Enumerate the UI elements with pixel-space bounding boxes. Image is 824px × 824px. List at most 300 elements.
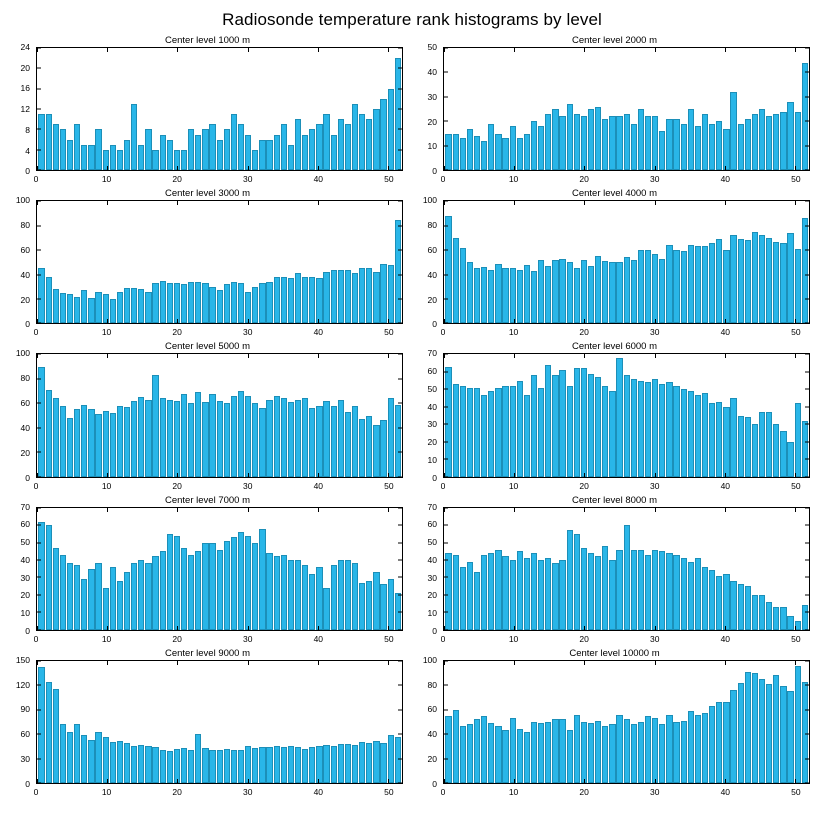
x-tick-top — [584, 354, 585, 358]
x-tick-label: 0 — [440, 786, 446, 797]
bar — [602, 546, 608, 630]
y-tick — [444, 577, 448, 578]
bar — [138, 560, 144, 630]
bar — [366, 268, 372, 323]
x-tick-top — [514, 354, 515, 358]
x-tick-bottom — [388, 166, 389, 170]
y-tick-right — [805, 354, 809, 355]
bar — [559, 560, 565, 630]
y-tick-label: 20 — [427, 437, 437, 448]
plot-area — [4, 654, 411, 800]
bar — [373, 572, 379, 630]
x-tick-label: 30 — [649, 633, 660, 644]
bar — [666, 119, 672, 170]
bar — [224, 129, 230, 170]
bar — [531, 375, 537, 476]
bar-series — [444, 661, 809, 783]
y-tick-right — [805, 145, 809, 146]
bar — [631, 124, 637, 170]
bar — [110, 299, 116, 323]
bar — [181, 548, 187, 630]
x-tick-top — [514, 201, 515, 205]
bar — [659, 551, 665, 630]
x-tick-label: 40 — [720, 327, 731, 338]
bar — [524, 732, 530, 783]
bar — [567, 104, 573, 170]
x-tick-bottom — [107, 166, 108, 170]
x-tick-top — [444, 508, 445, 512]
bar — [316, 746, 322, 783]
bar — [716, 121, 722, 170]
panel-title: Center level 3000 m — [164, 188, 251, 200]
bar — [723, 129, 729, 171]
bar — [380, 584, 386, 629]
bar — [510, 718, 516, 783]
bar — [181, 394, 187, 477]
y-tick-right — [398, 88, 402, 89]
bar — [202, 543, 208, 630]
bar — [67, 294, 73, 323]
y-axis-labels — [4, 501, 34, 647]
x-tick-label: 20 — [172, 633, 182, 644]
bar — [338, 744, 344, 783]
bar — [259, 140, 265, 171]
x-tick-top — [795, 48, 796, 52]
bar — [131, 563, 137, 629]
y-tick-right — [805, 274, 809, 275]
bar — [795, 112, 801, 171]
bar — [716, 576, 722, 630]
bar — [46, 682, 52, 783]
axes — [443, 507, 810, 631]
bar — [195, 551, 201, 630]
bar — [524, 265, 530, 324]
x-tick-top — [725, 508, 726, 512]
x-tick-bottom — [725, 473, 726, 477]
x-tick-bottom — [388, 473, 389, 477]
x-tick-top — [655, 661, 656, 665]
bar — [766, 412, 772, 477]
y-tick — [37, 403, 41, 404]
x-tick-bottom — [655, 319, 656, 323]
chart-grid — [0, 30, 824, 802]
y-tick — [444, 734, 448, 735]
bar — [103, 411, 109, 477]
x-tick-top — [725, 354, 726, 358]
y-tick-right — [805, 660, 809, 661]
bar — [795, 666, 801, 783]
bar — [74, 724, 80, 783]
y-tick-right — [398, 525, 402, 526]
plot-area — [411, 501, 818, 647]
bar — [195, 392, 201, 476]
bar — [224, 403, 230, 476]
y-tick-right — [805, 406, 809, 407]
x-tick-top — [177, 354, 178, 358]
bar — [510, 268, 516, 323]
bar — [67, 563, 73, 629]
x-tick-top — [655, 48, 656, 52]
y-tick — [444, 459, 448, 460]
bar — [652, 254, 658, 324]
x-tick-label: 30 — [242, 786, 253, 797]
bar — [688, 391, 694, 477]
x-tick-bottom — [795, 779, 796, 783]
bar — [602, 119, 608, 170]
bar — [453, 384, 459, 477]
x-tick-bottom — [655, 626, 656, 630]
bar — [467, 262, 473, 323]
bar — [309, 277, 315, 323]
bar — [281, 124, 287, 170]
x-tick-top — [388, 48, 389, 52]
bar — [552, 260, 558, 324]
x-tick-top — [655, 508, 656, 512]
x-tick-bottom — [514, 626, 515, 630]
bar — [745, 672, 751, 783]
x-tick-label: 50 — [384, 327, 394, 338]
y-axis-labels — [4, 348, 34, 493]
axes — [443, 660, 810, 784]
y-tick — [37, 274, 41, 275]
bar — [638, 722, 644, 783]
y-tick — [37, 542, 41, 543]
bar — [110, 742, 116, 783]
bar — [323, 745, 329, 783]
bar — [60, 129, 66, 170]
bar — [81, 579, 87, 630]
bar — [673, 386, 679, 477]
y-tick-right — [805, 201, 809, 202]
bar — [345, 560, 351, 630]
y-tick-right — [805, 121, 809, 122]
x-axis-labels — [440, 324, 810, 340]
bar — [117, 741, 123, 783]
x-tick-top — [655, 354, 656, 358]
bar — [316, 406, 322, 477]
axes — [36, 47, 403, 171]
bar — [659, 724, 665, 783]
x-tick-bottom — [725, 319, 726, 323]
y-tick-right — [398, 68, 402, 69]
x-tick-label: 50 — [791, 633, 801, 644]
bar — [624, 719, 630, 783]
bar — [552, 375, 558, 476]
bar-series — [444, 508, 809, 630]
x-tick-bottom — [584, 779, 585, 783]
bar — [74, 297, 80, 324]
bar-series — [37, 661, 402, 783]
plot-area — [4, 195, 411, 340]
plot-area — [411, 654, 818, 800]
y-tick-label: 20 — [20, 447, 30, 458]
bar — [53, 398, 59, 476]
x-tick-bottom — [795, 473, 796, 477]
bar — [352, 406, 358, 477]
y-tick-label: 0 — [25, 472, 30, 483]
x-tick-bottom — [388, 779, 389, 783]
bar — [302, 277, 308, 323]
bar — [474, 268, 480, 323]
bar — [709, 403, 715, 476]
bar — [453, 134, 459, 171]
bar — [802, 682, 808, 783]
y-tick-label: 0 — [25, 625, 30, 636]
bar — [780, 431, 786, 476]
bar — [145, 400, 151, 477]
y-tick-right — [398, 378, 402, 379]
x-tick-bottom — [107, 626, 108, 630]
bar — [238, 283, 244, 323]
bar — [295, 273, 301, 323]
x-tick-label: 50 — [384, 786, 394, 797]
x-tick-top — [514, 48, 515, 52]
bar — [666, 245, 672, 323]
y-tick-label: 20 — [20, 590, 30, 601]
bar — [345, 412, 351, 477]
bar — [209, 287, 215, 324]
y-tick — [444, 274, 448, 275]
bar — [652, 116, 658, 170]
bar — [395, 58, 401, 170]
bar — [624, 375, 630, 476]
bar — [766, 116, 772, 170]
bar — [231, 396, 237, 477]
x-tick-bottom — [37, 319, 38, 323]
y-tick — [444, 145, 448, 146]
bar — [467, 129, 473, 171]
x-tick-label: 20 — [172, 327, 182, 338]
bar — [288, 278, 294, 323]
bar — [559, 116, 565, 170]
chart-panel — [411, 187, 818, 340]
bar — [288, 145, 294, 170]
x-tick-label: 10 — [508, 786, 519, 797]
y-tick — [444, 72, 448, 73]
x-tick-top — [584, 661, 585, 665]
bar — [95, 563, 101, 629]
bar — [730, 398, 736, 477]
bar — [152, 375, 158, 476]
bar — [209, 750, 215, 783]
x-tick-bottom — [248, 626, 249, 630]
panel-title: Center level 4000 m — [571, 188, 658, 200]
bar — [738, 683, 744, 783]
bar-series — [37, 48, 402, 170]
y-tick-right — [398, 250, 402, 251]
y-tick — [37, 68, 41, 69]
x-axis-labels — [33, 478, 403, 494]
x-tick-top — [655, 201, 656, 205]
y-tick — [37, 577, 41, 578]
bar — [780, 686, 786, 783]
plot-area — [4, 42, 411, 187]
y-tick-label: 70 — [427, 348, 437, 359]
bar — [238, 750, 244, 783]
x-tick-top — [248, 201, 249, 205]
bar — [366, 581, 372, 630]
y-tick-right — [805, 72, 809, 73]
x-tick-bottom — [37, 626, 38, 630]
bar — [659, 384, 665, 477]
bar-series — [444, 201, 809, 323]
bar — [323, 401, 329, 477]
y-tick-label: 60 — [427, 244, 437, 255]
y-tick-label: 100 — [15, 348, 30, 359]
x-tick-top — [444, 354, 445, 358]
x-axis-labels — [440, 171, 810, 187]
bar — [616, 358, 622, 477]
y-tick-right — [398, 507, 402, 508]
bar — [488, 553, 494, 630]
y-tick-label: 60 — [427, 704, 437, 715]
y-tick-label: 10 — [427, 608, 437, 619]
axes — [36, 660, 403, 784]
y-tick-right — [398, 734, 402, 735]
x-tick-top — [388, 661, 389, 665]
y-tick-right — [805, 441, 809, 442]
y-tick-label: 30 — [427, 91, 437, 102]
chart-panel — [411, 494, 818, 647]
x-tick-bottom — [514, 166, 515, 170]
bar — [67, 418, 73, 477]
x-tick-label: 50 — [791, 786, 801, 797]
bar — [467, 562, 473, 630]
x-tick-top — [795, 661, 796, 665]
bar — [738, 416, 744, 477]
x-tick-label: 20 — [579, 786, 589, 797]
x-tick-label: 40 — [313, 786, 324, 797]
bar — [302, 565, 308, 630]
x-tick-label: 50 — [791, 327, 801, 338]
bar — [638, 381, 644, 477]
x-tick-bottom — [725, 626, 726, 630]
bar — [160, 750, 166, 783]
x-tick-bottom — [248, 473, 249, 477]
x-tick-bottom — [177, 319, 178, 323]
x-tick-top — [248, 354, 249, 358]
bar — [524, 395, 530, 477]
bar — [152, 283, 158, 323]
y-tick-label: 60 — [20, 519, 30, 530]
bar — [309, 129, 315, 170]
bar — [281, 277, 287, 323]
bar — [259, 529, 265, 630]
y-tick-label: 50 — [427, 537, 437, 548]
bar — [224, 284, 230, 323]
bar — [502, 386, 508, 477]
bar — [366, 743, 372, 783]
y-tick-right — [805, 389, 809, 390]
bar — [766, 602, 772, 630]
y-tick-label: 10 — [427, 141, 437, 152]
bar — [488, 723, 494, 783]
bar — [380, 264, 386, 324]
y-tick-label: 40 — [427, 401, 437, 412]
bar — [616, 262, 622, 323]
bar — [766, 238, 772, 324]
bar — [666, 553, 672, 630]
y-tick-label: 70 — [427, 501, 437, 512]
bar — [359, 268, 365, 323]
bar — [659, 259, 665, 324]
y-tick-right — [805, 48, 809, 49]
bar — [531, 271, 537, 324]
bar — [759, 235, 765, 323]
bar — [695, 558, 701, 630]
bar — [174, 401, 180, 477]
bar — [60, 293, 66, 324]
bar — [217, 290, 223, 323]
bar — [95, 129, 101, 170]
x-tick-bottom — [388, 319, 389, 323]
bar — [138, 397, 144, 476]
bar — [38, 367, 44, 477]
bar — [81, 405, 87, 477]
axes — [36, 507, 403, 631]
bar — [67, 140, 73, 171]
bar — [567, 730, 573, 783]
x-tick-bottom — [177, 473, 178, 477]
bar — [702, 393, 708, 477]
bar — [152, 747, 158, 783]
bar — [460, 248, 466, 324]
x-tick-top — [177, 201, 178, 205]
y-tick-right — [398, 452, 402, 453]
x-tick-label: 10 — [101, 174, 112, 185]
bar — [616, 116, 622, 170]
x-tick-bottom — [248, 779, 249, 783]
bar — [395, 405, 401, 477]
bar — [323, 114, 329, 170]
bar — [131, 104, 137, 170]
bar — [588, 109, 594, 170]
x-tick-top — [444, 201, 445, 205]
bar — [124, 407, 130, 477]
bar — [103, 588, 109, 630]
bar-series — [444, 48, 809, 170]
y-axis-labels — [4, 42, 34, 187]
y-tick-label: 80 — [20, 220, 30, 231]
bar — [117, 406, 123, 477]
y-tick-right — [805, 225, 809, 226]
y-tick — [37, 88, 41, 89]
bar — [730, 581, 736, 630]
y-tick-right — [398, 660, 402, 661]
bar — [567, 262, 573, 323]
y-tick-label: 60 — [20, 729, 30, 740]
chart-panel — [411, 340, 818, 493]
bar — [474, 572, 480, 630]
bar — [160, 281, 166, 324]
y-tick-right — [398, 48, 402, 49]
bar — [773, 242, 779, 324]
x-tick-label: 50 — [384, 480, 394, 491]
y-tick-label: 12 — [20, 104, 30, 115]
bar — [309, 747, 315, 783]
y-tick-label: 50 — [427, 383, 437, 394]
bar — [202, 283, 208, 323]
y-tick-label: 40 — [20, 269, 30, 280]
bar — [124, 743, 130, 783]
x-tick-top — [444, 661, 445, 665]
bar — [723, 574, 729, 630]
bar — [274, 556, 280, 629]
y-tick — [37, 594, 41, 595]
bar — [238, 532, 244, 630]
bar — [759, 679, 765, 783]
plot-area — [411, 42, 818, 187]
